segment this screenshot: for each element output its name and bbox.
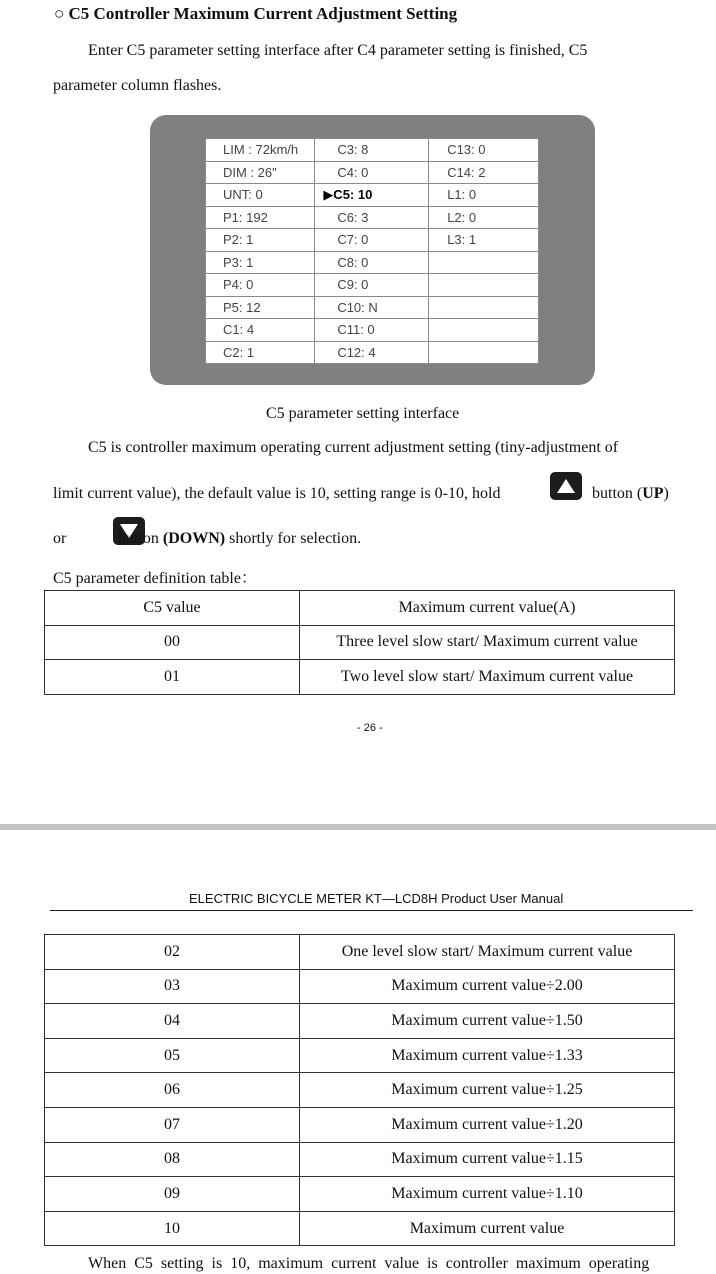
lcd-cell: C8: 0 (315, 251, 429, 274)
down-label: (DOWN) (162, 530, 226, 547)
section-heading: ○ C5 Controller Maximum Current Adjustment Setting (54, 4, 458, 23)
cell-description: Maximum current value (300, 1211, 675, 1246)
lcd-cell: C1: 4 (206, 319, 315, 342)
lcd-cell: C7: 0 (315, 229, 429, 252)
lcd-cell: L3: 1 (429, 229, 539, 252)
lcd-cell: ▶C5: 10 (315, 184, 429, 207)
lcd-row (206, 184, 539, 207)
lcd-cell: C4: 0 (315, 161, 429, 184)
lcd-row (206, 139, 539, 162)
lcd-row (206, 161, 539, 184)
table-header-row (45, 591, 675, 626)
table-row (45, 1177, 675, 1212)
table-row (45, 1004, 675, 1039)
cell-value: 04 (45, 1004, 300, 1039)
table-row (45, 1211, 675, 1246)
lcd-parameter-grid (205, 138, 539, 364)
lcd-row (206, 319, 539, 342)
header-rule (50, 910, 693, 911)
lcd-cell: C2: 1 (206, 341, 315, 364)
header-c5-value: C5 value (45, 591, 300, 626)
lcd-cell: UNT: 0 (206, 184, 315, 207)
table-row (45, 1038, 675, 1073)
close-paren: ) (663, 485, 669, 502)
cell-description: Maximum current value÷1.50 (300, 1004, 675, 1039)
description-line-2-end (592, 485, 669, 503)
lcd-cell (429, 319, 539, 342)
table-row (45, 660, 675, 695)
cell-value: 05 (45, 1038, 300, 1073)
description-line-2 (53, 485, 500, 503)
lcd-row (206, 251, 539, 274)
lcd-cell (429, 251, 539, 274)
running-header: ELECTRIC BICYCLE METER KT—LCD8H Product User Manual (189, 891, 564, 906)
lcd-cell: P3: 1 (206, 251, 315, 274)
table-row (45, 1107, 675, 1142)
lcd-row (206, 296, 539, 319)
cell-value: 02 (45, 935, 300, 970)
lcd-cell: C3: 8 (315, 139, 429, 162)
lcd-row (206, 274, 539, 297)
lcd-cell: P1: 192 (206, 206, 315, 229)
cell-description: One level slow start/ Maximum current value (300, 935, 675, 970)
lcd-cell: L1: 0 (429, 184, 539, 207)
lcd-cell: LIM : 72km/h (206, 139, 315, 162)
c5-definition-table (44, 590, 675, 695)
cell-description: Maximum current value÷1.25 (300, 1073, 675, 1108)
table-row (45, 625, 675, 660)
cell-description: Three level slow start/ Maximum current value (300, 625, 675, 660)
cell-description: Maximum current value÷1.15 (300, 1142, 675, 1177)
cell-value: 01 (45, 660, 300, 695)
cell-value: 10 (45, 1211, 300, 1246)
lcd-cell: C13: 0 (429, 139, 539, 162)
intro-line-1: Enter C5 parameter setting interface after C4 parameter setting is finished, C5 (88, 42, 588, 59)
lcd-cell: C10: N (315, 296, 429, 319)
c5-definition-table-continued (44, 934, 675, 1246)
description-line-1: C5 is controller maximum operating current adjustment setting (tiny-adjustment of (88, 439, 619, 456)
cell-value: 00 (45, 625, 300, 660)
table-row (45, 935, 675, 970)
lcd-cell (429, 274, 539, 297)
lcd-cell: C6: 3 (315, 206, 429, 229)
header-max-current: Maximum current value(A) (300, 591, 675, 626)
lcd-cell: P5: 12 (206, 296, 315, 319)
button-word: button (118, 530, 159, 547)
lcd-row (206, 206, 539, 229)
lcd-cell: L2: 0 (429, 206, 539, 229)
up-button-icon (550, 472, 582, 500)
cell-description: Two level slow start/ Maximum current value (300, 660, 675, 695)
lcd-cell: P2: 1 (206, 229, 315, 252)
description-end: shortly for selection. (229, 530, 362, 547)
lcd-cell (429, 296, 539, 319)
cell-description: Maximum current value÷1.20 (300, 1107, 675, 1142)
page-number: - 26 - (357, 722, 383, 734)
cell-value: 06 (45, 1073, 300, 1108)
lcd-cell: DIM : 26" (206, 161, 315, 184)
description-text: limit current value), the default value is 10, setting range is 0-10, hold (53, 485, 501, 502)
up-label: UP (642, 485, 664, 502)
lcd-cell: C11: 0 (315, 319, 429, 342)
intro-line-2: parameter column flashes. (53, 77, 222, 94)
table-row (45, 1073, 675, 1108)
description-line-3 (118, 530, 361, 548)
figure-caption: C5 parameter setting interface (266, 405, 460, 422)
lcd-cell: C14: 2 (429, 161, 539, 184)
table-row (45, 969, 675, 1004)
cell-value: 08 (45, 1142, 300, 1177)
table-title: C5 parameter definition table： (53, 570, 257, 587)
table-row (45, 1142, 675, 1177)
cell-value: 03 (45, 969, 300, 1004)
cell-value: 07 (45, 1107, 300, 1142)
or-word: or (53, 530, 67, 547)
lcd-row (206, 229, 539, 252)
lcd-cell (429, 341, 539, 364)
page-divider (0, 824, 716, 830)
button-word: button ( (592, 485, 643, 502)
lcd-cell: P4: 0 (206, 274, 315, 297)
lcd-screen (205, 138, 539, 363)
cell-description: Maximum current value÷2.00 (300, 969, 675, 1004)
lcd-cell: C9: 0 (315, 274, 429, 297)
cell-description: Maximum current value÷1.33 (300, 1038, 675, 1073)
closing-line: When C5 setting is 10, maximum current value is controller maximum operating (88, 1255, 650, 1272)
lcd-row (206, 341, 539, 364)
cell-value: 09 (45, 1177, 300, 1212)
lcd-cell: C12: 4 (315, 341, 429, 364)
cell-description: Maximum current value÷1.10 (300, 1177, 675, 1212)
